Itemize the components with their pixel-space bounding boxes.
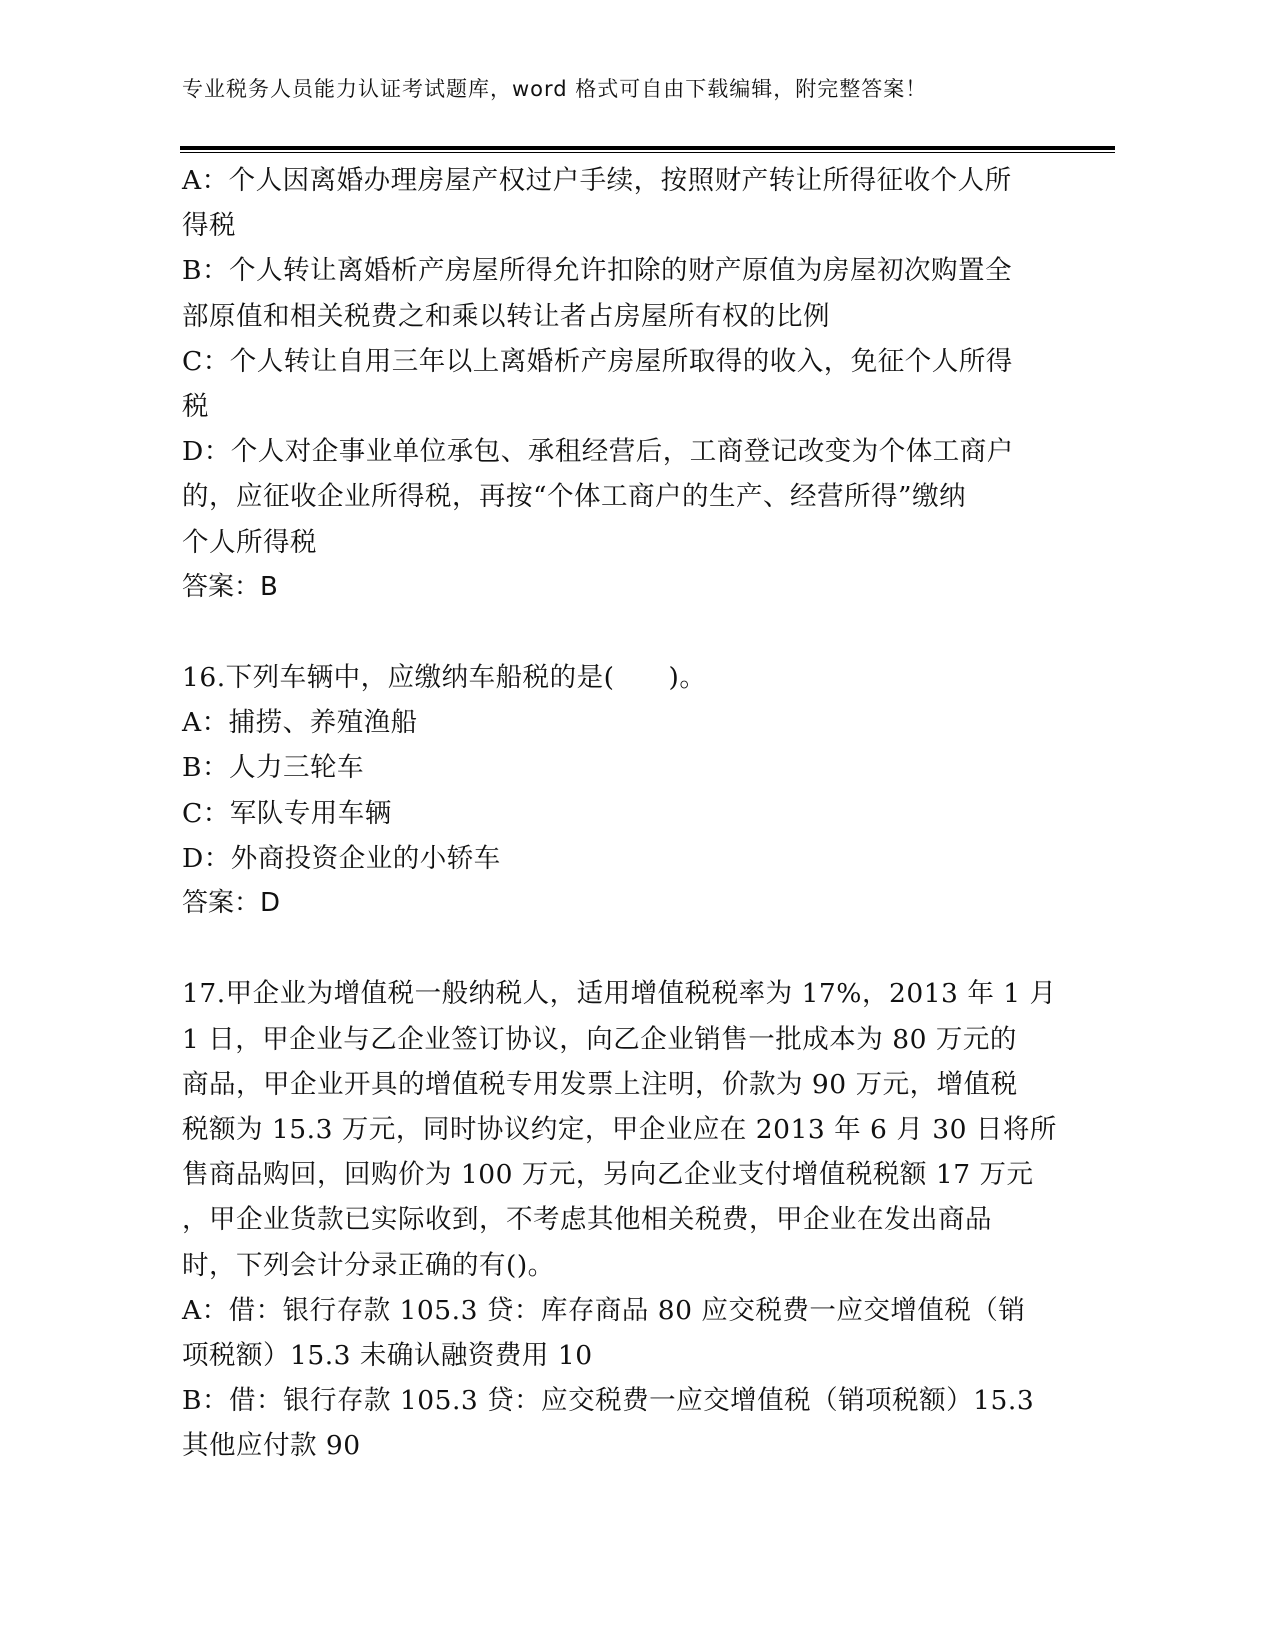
question-17 [182,971,1082,1468]
question-17-stem-line: 17.甲企业为增值税一般纳税人，适用增值税税率为 17%，2013 年 1 月 [182,978,1057,1010]
question-16-stem: 16.下列车辆中，应缴纳车船税的是( )。 [182,662,707,694]
question-16-answer: 答案：D [182,888,281,918]
option-line: 得税 [182,210,236,242]
option-line: B：个人转让离婚析产房屋所得允许扣除的财产原值为房屋初次购置全 [182,255,1012,287]
page-header: 专业税务人员能力认证考试题库，word 格式可自由下载编辑，附完整答案！ [182,77,928,101]
option-line: 项税额）15.3 未确认融资费用 10 [182,1339,593,1371]
question-17-stem-line: 商品，甲企业开具的增值税专用发票上注明，价款为 90 万元，增值税 [182,1068,1018,1100]
option-line: A：个人因离婚办理房屋产权过户手续，按照财产转让所得征收个人所 [182,165,1012,196]
option-line: B：借：银行存款 105.3 贷：应交税费一应交增值税（销项税额）15.3 [182,1385,1035,1417]
question-15-answer: 答案：B [182,571,278,602]
header-rule-thin [180,152,1115,153]
option-line: D：外商投资企业的小轿车 [182,842,501,874]
option-line: A：捕捞、养殖渔船 [182,707,418,739]
option-line: 其他应付款 90 [182,1430,361,1462]
question-16 [182,655,1082,926]
spacer [182,610,1082,655]
option-line: 的，应征收企业所得税，再按“个体工商户的生产、经营所得”缴纳 [182,481,967,513]
option-line: B：人力三轮车 [182,752,364,784]
option-line: C：军队专用车辆 [182,797,392,829]
question-17-stem-line: 税额为 15.3 万元，同时协议约定，甲企业应在 2013 年 6 月 30 日将所 [182,1113,1057,1145]
question-17-stem-line: 1 日，甲企业与乙企业签订协议，向乙企业销售一批成本为 80 万元的 [182,1023,1017,1055]
option-line: D：个人对企事业单位承包、承租经营后，工商登记改变为个体工商户 [182,436,1014,468]
question-17-stem-line: ，甲企业货款已实际收到，不考虑其他相关税费，甲企业在发出商品 [182,1204,992,1236]
question-15-options [182,158,1082,610]
header-rule-thick [180,146,1115,150]
option-line: C：个人转让自用三年以上离婚析产房屋所取得的收入，免征个人所得 [182,345,1013,377]
option-line: A：借：银行存款 105.3 贷：库存商品 80 应交税费一应交增值税（销 [182,1294,1026,1326]
document-body [182,158,1082,1468]
option-line: 部原值和相关税费之和乘以转让者占房屋所有权的比例 [182,300,830,332]
question-17-stem-line: 时，下列会计分录正确的有()。 [182,1249,555,1281]
option-line: 税 [182,390,209,422]
spacer [182,926,1082,971]
question-17-stem-line: 售商品购回，回购价为 100 万元，另向乙企业支付增值税税额 17 万元 [182,1159,1034,1191]
option-line: 个人所得税 [182,526,317,558]
